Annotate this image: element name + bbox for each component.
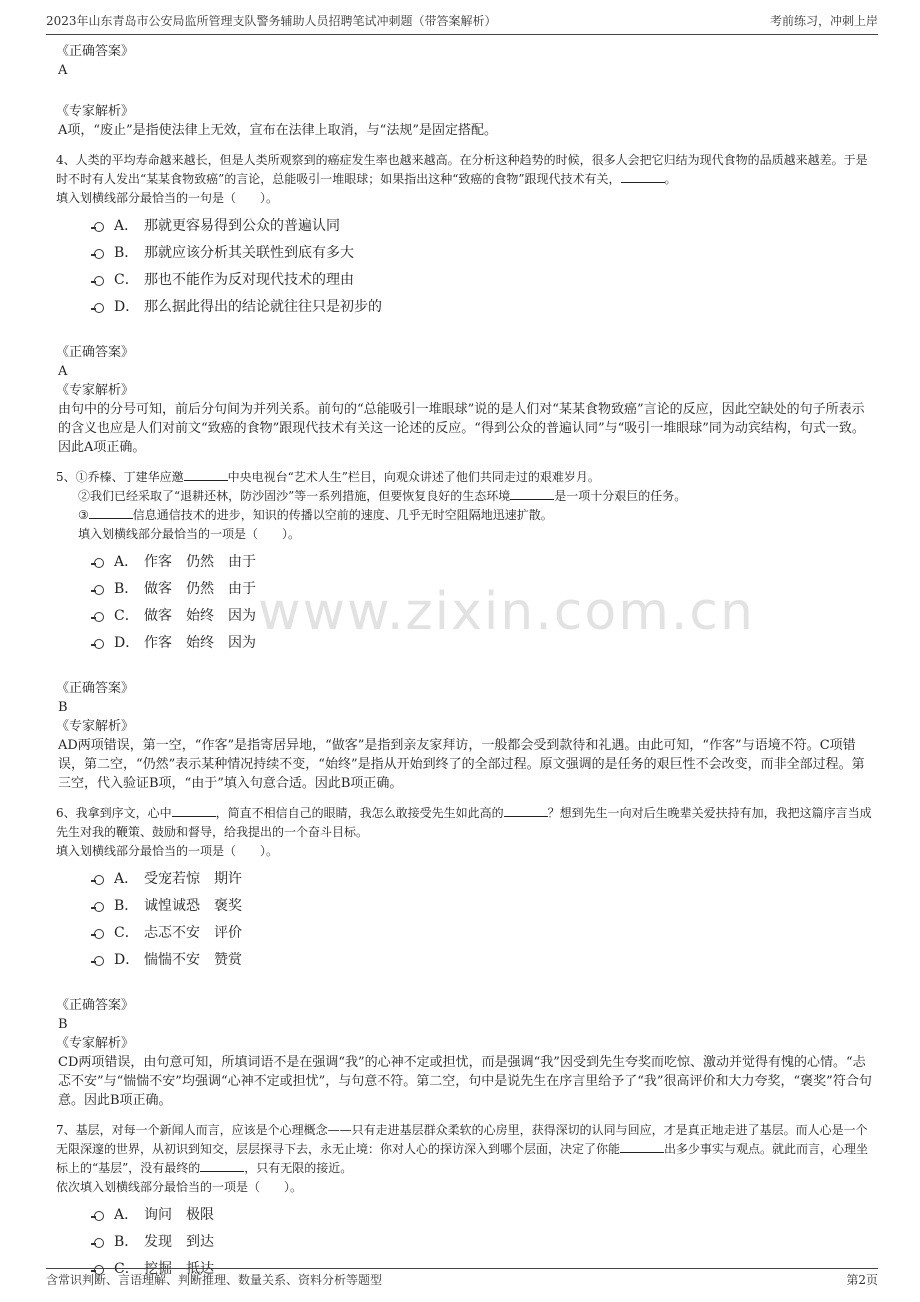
q7-stem: 7、基层，对每一个新闻人而言，应该是个心理概念——只有走进基层群众柔软的心房里，获得深切的认同与回应，才是真正地走进了基层。而人心是一个无限深邃的世界，从初识到知交，层层探寻下去，永无止境：你对人心的探访深入到哪个层面，决定了你能 出多少事实与观点。就此而言，心理坐标上的“基层”，没有最终的 ，只有无限的接近。 [56, 1123, 869, 1175]
q5-analysis: AD两项错误，第一空，“作客”是指寄居异地，“做客”是指到亲友家拜访，一般都会受到款待和礼遇。由此可知，“作客”与语境不符。C项错误，第二空，“仍然”表示某种情况持续不变，“始终”是指从开始到终了的全部过程。原文强调的是任务的艰巨性不会改变，而非全部过程。第三空，代入验证B项，“由于”填入句意合适。因此B项正确。 [58, 738, 865, 791]
expert-analysis-label: 《专家解析》 [56, 1036, 135, 1051]
q6-option-b[interactable]: B． 诚惶诚恐 褒奖 [94, 893, 874, 920]
q6-analysis: CD两项错误，由句意可知，所填词语不是在强调“我”的心神不定或担忧，而是强调“我”因受到先生夸奖而吃惊、激动并觉得有愧的心情。“忐忑不安”与“惴惴不安”均强调“心神不定或担忧”，与句意不符。第二空，句中是说先生在序言里给予了“我”很高评价和大力夸奖，“褒奖”符合句意。因此B项正确。 [58, 1055, 872, 1108]
q4-option-b[interactable]: B． 那就应该分析其关联性到底有多大 [94, 240, 874, 267]
q5-blank-1 [184, 468, 228, 481]
page-header [46, 10, 878, 35]
q5-option-c[interactable]: C． 做客 始终 因为 [94, 603, 874, 630]
q6-prompt: 填入划横线部分最恰当的一项是（ ）。 [56, 844, 279, 858]
radio-icon[interactable] [94, 902, 104, 912]
q5-prompt: 填入划横线部分最恰当的一项是（ ）。 [78, 527, 301, 541]
correct-answer-label: 《正确答案》 [56, 44, 135, 59]
radio-icon[interactable] [94, 249, 104, 259]
q4-prompt: 填入划横线部分最恰当的一句是（ ）。 [56, 191, 279, 205]
q6-option-c[interactable]: C． 忐忑不安 评价 [94, 920, 874, 947]
watermark: www.zixin.com.cn [258, 582, 755, 642]
radio-icon[interactable] [94, 558, 104, 568]
radio-icon[interactable] [94, 612, 104, 622]
q4-option-d[interactable]: D． 那么据此得出的结论就往往只是初步的 [94, 294, 874, 321]
page-footer [46, 1268, 878, 1291]
expert-analysis-label: 《专家解析》 [56, 383, 135, 398]
q7-option-a[interactable]: A． 询问 极限 [94, 1202, 874, 1229]
q3-analysis: A项，“废止”是指使法律上无效，宣布在法律上取消，与“法规”是固定搭配。 [58, 123, 497, 138]
radio-icon[interactable] [94, 585, 104, 595]
q4-text-a: 4、人类的平均寿命越来越长，但是人类所观察到的癌症发生率也越来越高。在分析这种趋势的时候，很多人会把它归结为现代食物的品质越来越差。于是时不时有人发出“某某食物致癌”的言论，总能吸引一堆眼球；如果指出这种“致癌的食物”跟现代技术有关， [56, 153, 868, 186]
q5-blank-3 [89, 506, 133, 519]
correct-answer-label: 《正确答案》 [56, 681, 135, 696]
q4-option-c[interactable]: C． 那也不能作为反对现代技术的理由 [94, 267, 874, 294]
radio-icon[interactable] [94, 929, 104, 939]
radio-icon[interactable] [94, 956, 104, 966]
q4-answer: A [58, 364, 68, 379]
radio-icon[interactable] [94, 639, 104, 649]
q5-option-a[interactable]: A． 作客 仍然 由于 [94, 549, 874, 576]
q4-text-b: 。 [664, 172, 677, 186]
q6-option-a[interactable]: A． 受宠若惊 期许 [94, 866, 874, 893]
footer-categories: 含常识判断、言语理解、判断推理、数量关系、资料分析等题型 [46, 1273, 383, 1287]
q5-blank-2 [510, 487, 554, 500]
q5-option-b[interactable]: B． 做客 仍然 由于 [94, 576, 874, 603]
radio-icon[interactable] [94, 222, 104, 232]
page-content [56, 42, 874, 1283]
radio-icon[interactable] [94, 1238, 104, 1248]
q7-blank-2 [200, 1159, 244, 1172]
q7-option-c[interactable]: C． 挖掘 抵达 [94, 1256, 874, 1283]
q4-option-a[interactable]: A． 那就更容易得到公众的普遍认同 [94, 213, 874, 240]
q4-options [94, 213, 874, 321]
q7-prompt: 依次填入划横线部分最恰当的一项是（ ）。 [56, 1180, 303, 1194]
q4-blank [621, 170, 665, 183]
expert-analysis-label: 《专家解析》 [56, 104, 135, 119]
radio-icon[interactable] [94, 303, 104, 313]
header-slogan: 考前练习，冲刺上岸 [769, 14, 878, 28]
radio-icon[interactable] [94, 276, 104, 286]
expert-analysis-label: 《专家解析》 [56, 719, 135, 734]
q6-stem: 6、我拿到序文，心中 ，简直不相信自己的眼睛，我怎么敢接受先生如此高的 ？想到先生一向对后生晚辈关爱扶持有加，我把这篇序言当成先生对我的鞭策、鼓励和督导，给我提出的一个奋斗目标。 [56, 806, 872, 839]
q5-answer: B [58, 700, 68, 715]
correct-answer-label: 《正确答案》 [56, 998, 135, 1013]
q5-option-d[interactable]: D． 作客 始终 因为 [94, 630, 874, 657]
q7-blank-1 [620, 1140, 664, 1153]
radio-icon[interactable] [94, 1211, 104, 1221]
q5-stem: 5、①乔榛、丁建华应邀 中央电视台“艺术人生”栏目，向观众讲述了他们共同走过的艰难岁月。 ②我们已经采取了“退耕还林，防沙固沙”等一系列措施，但要恢复良好的生态环境 是一项十分艰巨的任务。 ③ 信息通信技术的进步，知识的传播以空前的速度、几乎无时空阻隔地迅速扩散。 填入划横线部分最恰当的一项是（ ）。 [56, 468, 874, 544]
page-number: 第2页 [846, 1273, 878, 1287]
q6-option-d[interactable]: D． 惴惴不安 赞赏 [94, 947, 874, 974]
q5-options [94, 549, 874, 657]
q7-option-b[interactable]: B． 发现 到达 [94, 1229, 874, 1256]
q6-blank-1 [172, 804, 216, 817]
document-title: 2023年山东青岛市公安局监所管理支队警务辅助人员招聘笔试冲刺题（带答案解析） [46, 14, 497, 28]
q6-blank-2 [504, 804, 548, 817]
q6-options [94, 866, 874, 974]
q3-answer: A [58, 63, 68, 78]
correct-answer-label: 《正确答案》 [56, 345, 135, 360]
q4-analysis: 由句中的分号可知，前后分句间为并列关系。前句的“总能吸引一堆眼球”说的是人们对“某某食物致癌”言论的反应，因此空缺处的句子所表示的含义也应是人们对前文“致癌的食物”跟现代技术有关这一论述的反应。“得到公众的普遍认同”与“吸引一堆眼球”同为动宾结构，句式一致。因此A项正确。 [58, 402, 865, 455]
radio-icon[interactable] [94, 875, 104, 885]
q6-answer: B [58, 1017, 68, 1032]
q4-stem [56, 151, 874, 189]
